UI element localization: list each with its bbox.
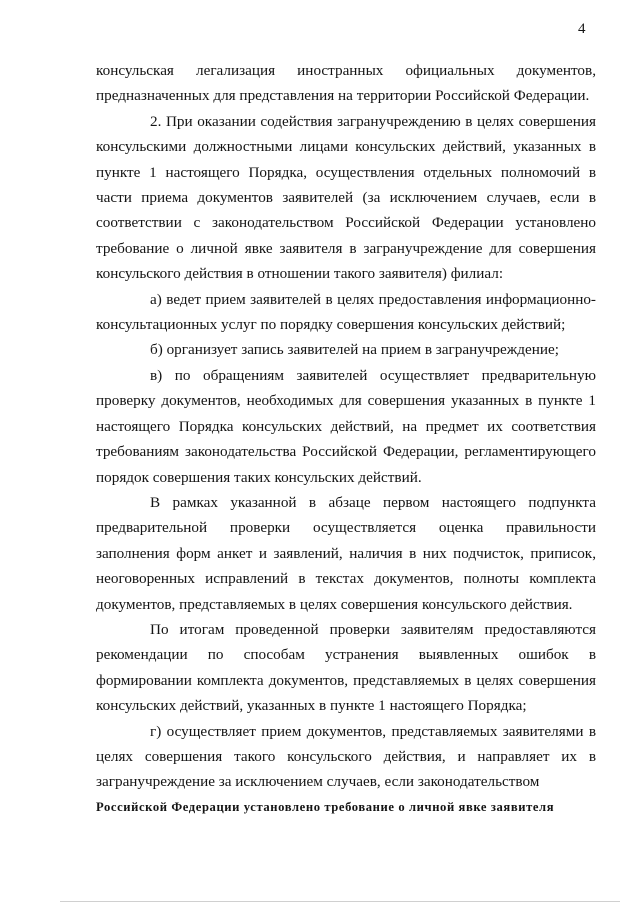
page-number: 4 — [578, 21, 586, 37]
paragraph-preliminary-check: В рамках указанной в абзаце первом настоящего подпункта предварительной проверки осуществляется оценка правильности заполнения форм анкет и заявлений, наличия в них подчисток, приписок, неоговоренных исправлений в текстах документов, полноты комплекта документов, представляемых в целях совершения консульского действия. — [96, 493, 596, 613]
paragraph-recommendations: По итогам проведенной проверки заявителям предоставляются рекомендации по способам устранения выявленных ошибок в формировании комплекта документов, представляемых в целях совершения консульских действий, указанных в пункте 1 настоящего Порядка; — [96, 620, 596, 715]
paragraph-consular-legalization: консульская легализация иностранных официальных документов, предназначенных для представления на территории Российской Федерации. — [96, 62, 596, 105]
paragraph-g-document-intake: г) осуществляет прием документов, представляемых заявителями в целях совершения такого консульского действия, и направляет их в загранучреждение за исключением случаев, если законодательством — [96, 722, 596, 791]
document-body — [96, 58, 596, 833]
paragraph-b-appointment: б) организует запись заявителей на прием в загранучреждение; — [150, 341, 559, 359]
page-bottom-edge — [60, 901, 620, 902]
paragraph-g-continuation: Российской Федерации установлено требование о личной явке заявителя — [96, 799, 555, 814]
paragraph-a-reception: а) ведет прием заявителей в целях предоставления информационно-консультационных услуг по порядку совершения консульских действий; — [96, 290, 596, 334]
paragraph-v-document-check: в) по обращениям заявителей осуществляет предварительную проверку документов, необходимых для совершения указанных в пункте 1 настоящего Порядка консульских действий, на предмет их соответствия требованиям законодательства Российской Федерации, регламентирующего порядок совершения таких консульских действий. — [96, 366, 596, 486]
paragraph-2-assistance: 2. При оказании содействия загранучреждению в целях совершения консульскими должностными лицами консульских действий, указанных в пункте 1 настоящего Порядка, осуществления отдельных полномочий в части приема документов заявителей (за исключением случаев, если в соответствии с законодательством Российской Федерации установлено требование о личной явке заявителя в загранучреждение для совершения консульского действия в отношении такого заявителя) филиал: — [96, 112, 596, 283]
